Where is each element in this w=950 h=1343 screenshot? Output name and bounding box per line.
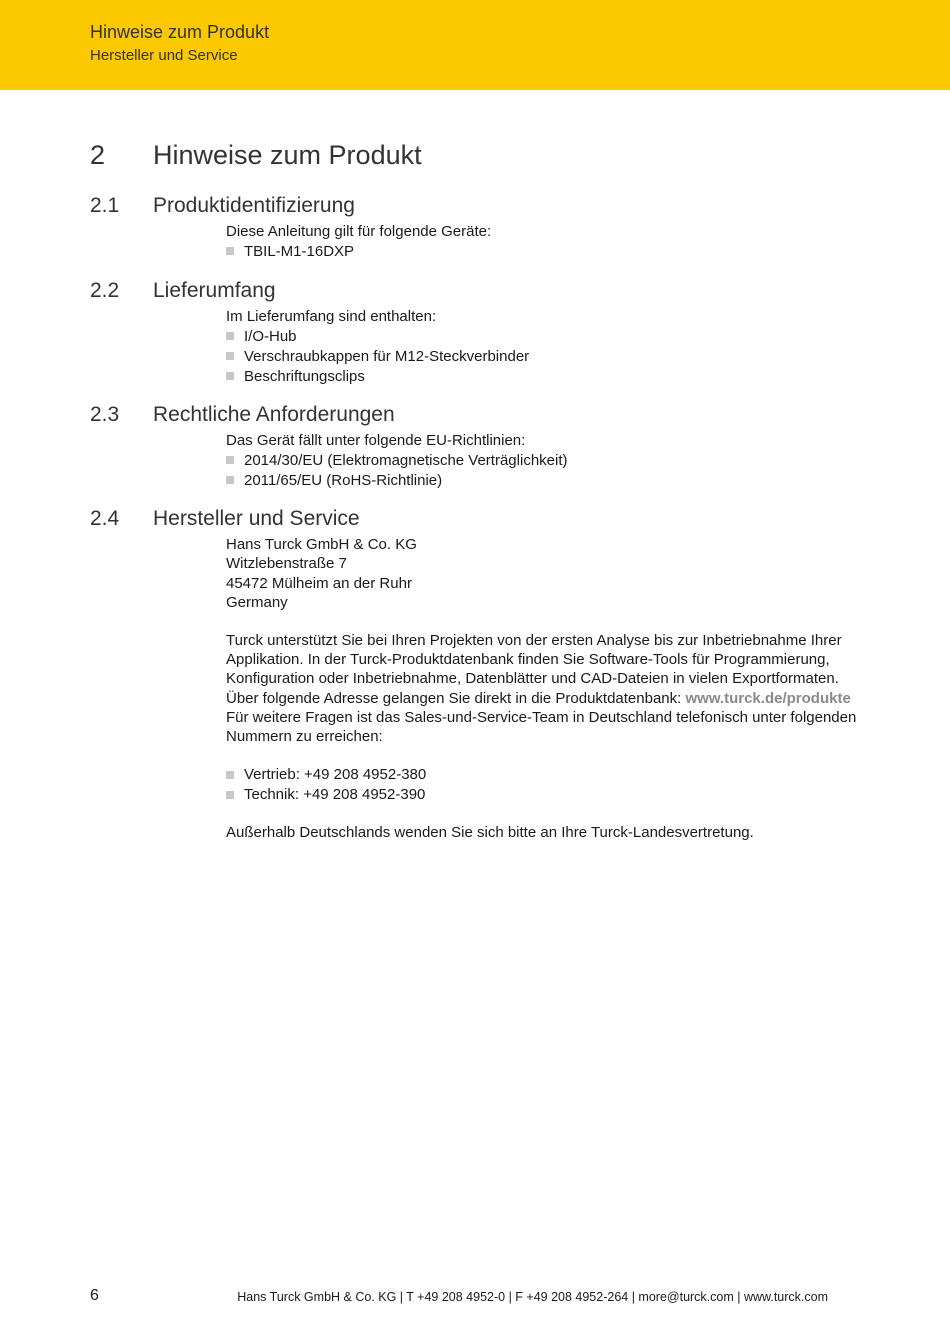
contact-list [226,765,866,805]
section-title: Lieferumfang [153,279,276,302]
service-paragraph-contact: Für weitere Fragen ist das Sales-und-Service-Team in Deutschland telefonisch unter folgenden Nummern zu erreichen: [226,708,857,746]
list-item [226,450,866,470]
bullet-square-icon [226,791,234,799]
product-database-link[interactable]: www.turck.de/produkte [685,689,851,707]
bullet-square-icon [226,372,234,380]
bullet-square-icon [226,332,234,340]
list-item [226,241,866,261]
list-item-text: Beschriftungsclips [244,367,365,385]
section-number: 2.3 [90,403,120,426]
section-number: 2.2 [90,279,120,302]
section-intro: Das Gerät fällt unter folgende EU-Richtlinien: [226,432,526,449]
header-title: Hinweise zum Produkt [90,22,270,42]
footer-contact: Hans Turck GmbH & Co. KG | T +49 208 4952-0 | F +49 208 4952-264 | more@turck.com | www.turck.com [237,1290,828,1304]
section-title: Rechtliche Anforderungen [153,403,395,426]
address-line: 45472 Mülheim an der Ruhr [226,574,412,592]
list-item-text: 2011/65/EU (RoHS-Richtlinie) [244,471,443,489]
address-line: Hans Turck GmbH & Co. KG [226,536,417,553]
section-number: 2.4 [90,507,120,530]
page-number: 6 [90,1287,99,1304]
list-item-text: Technik: +49 208 4952-390 [244,786,426,804]
list-item-text: I/O-Hub [244,327,297,345]
list-item-text: TBIL-M1-16DXP [244,242,355,260]
section-title: Produktidentifizierung [153,194,355,217]
service-paragraph [226,631,866,746]
page-header [0,0,950,90]
section-body-2-1 [226,222,866,261]
service-paragraph-text: Turck unterstützt Sie bei Ihren Projekten von der ersten Analyse bis zur Inbetriebnahme Ihrer Applikation. In der Turck-Produktdatenbank finden Sie Software-Tools für Programmierung, Konfiguration oder Inbetriebnahme, Datenblätter und CAD-Dateien in vielen Exportformaten. Über folgende Adresse gelangen Sie direkt in die Produktdatenbank: [226,632,842,707]
section-body-2-4 [226,535,866,612]
bullet-square-icon [226,771,234,779]
list-item-text: Verschraubkappen für M12-Steckverbinder [244,347,530,365]
section-number: 2.1 [90,194,120,217]
address-line: Germany [226,593,288,611]
section-title: Hersteller und Service [153,507,360,530]
list-item-text: 2014/30/EU (Elektromagnetische Verträglichkeit) [244,451,568,469]
bullet-square-icon [226,247,234,255]
list-item [226,785,866,805]
list-item [226,765,866,785]
bullet-square-icon [226,476,234,484]
list-item-text: Vertrieb: +49 208 4952-380 [244,766,427,784]
list-item [226,470,866,490]
list-item [226,326,866,346]
section-intro: Diese Anleitung gilt für folgende Geräte: [226,223,492,240]
bullet-square-icon [226,456,234,464]
section-body-2-3 [226,431,866,490]
list-item [226,366,866,386]
chapter-number: 2 [90,140,106,170]
closing-text: Außerhalb Deutschlands wenden Sie sich bitte an Ihre Turck-Landesvertretung. [226,824,754,841]
chapter-title: Hinweise zum Produkt [153,140,422,170]
section-intro: Im Lieferumfang sind enthalten: [226,308,437,325]
closing-paragraph [226,823,866,842]
list-item [226,346,866,366]
address-line: Witzlebenstraße 7 [226,555,347,573]
section-body-2-2 [226,307,866,386]
header-subtitle: Hersteller und Service [90,47,238,64]
bullet-square-icon [226,352,234,360]
